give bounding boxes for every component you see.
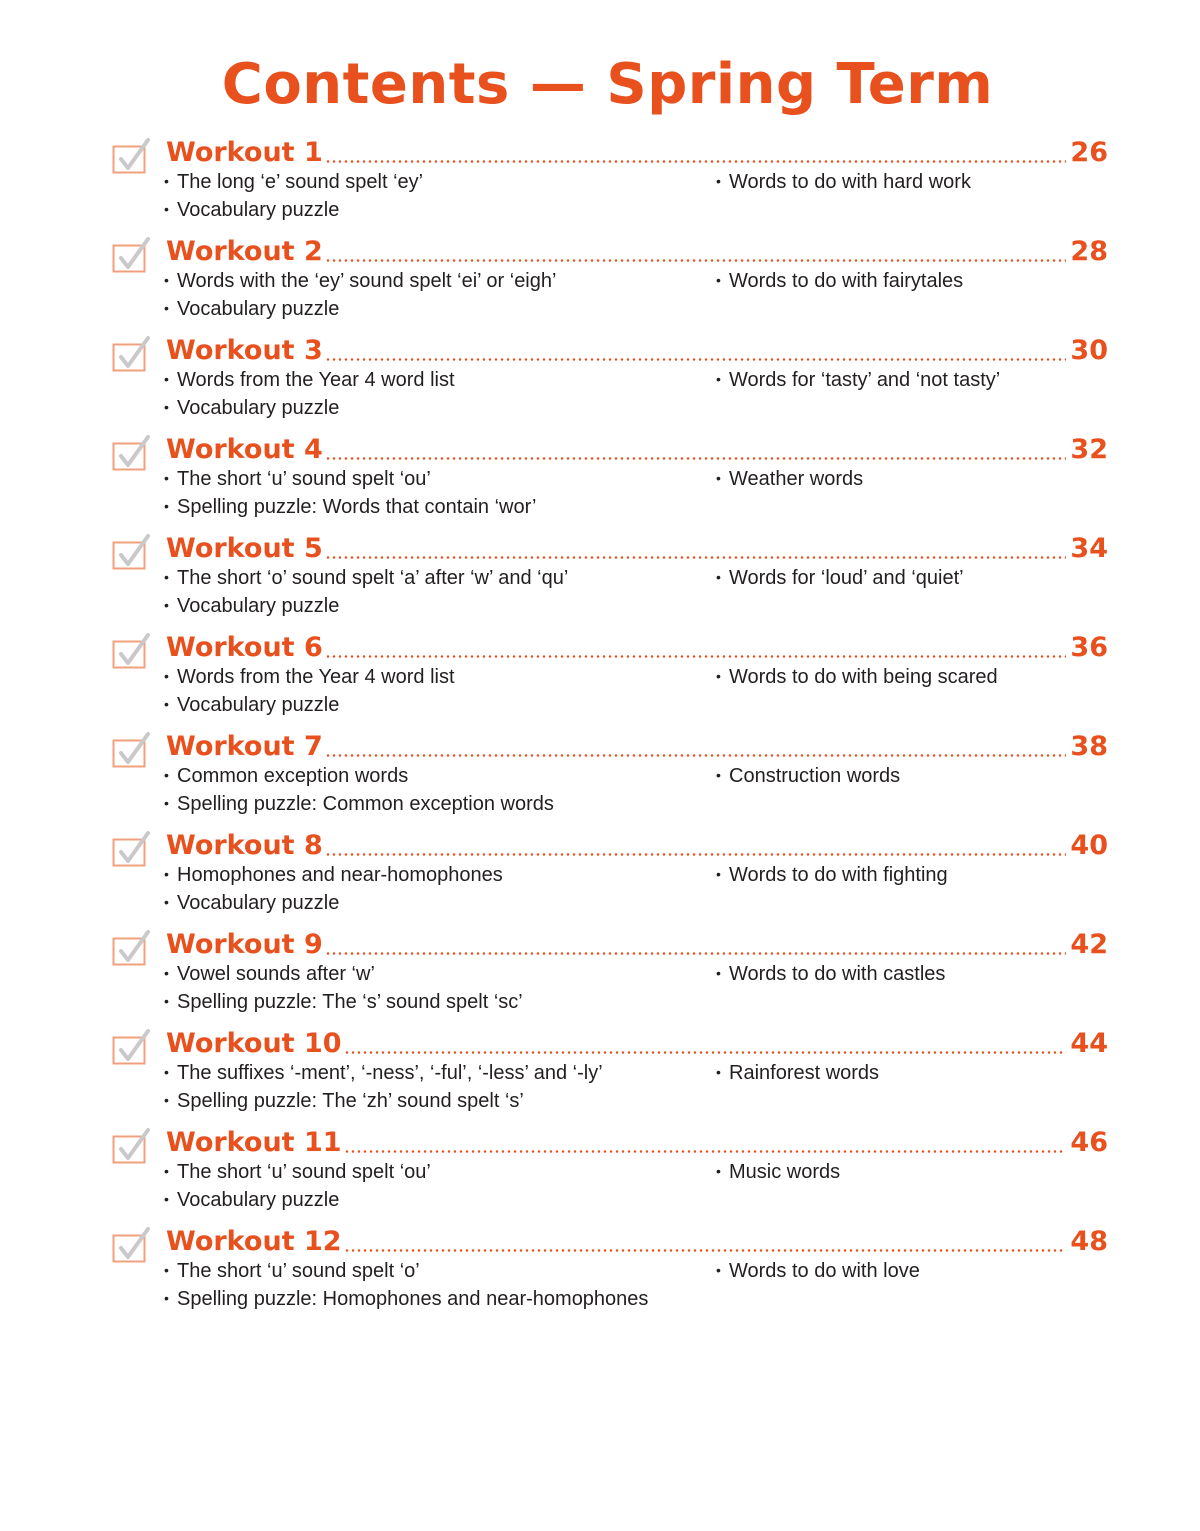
checkbox-tick-icon[interactable]	[112, 435, 150, 471]
topics-right	[716, 564, 964, 592]
topic-item: • Spelling puzzle: The ‘s’ sound spelt ‘sc’	[164, 988, 523, 1016]
topic-item: • Words with the ‘ey’ sound spelt ‘ei’ or ‘eigh’	[164, 267, 556, 295]
topics-left	[164, 267, 556, 322]
topic-item: • Vocabulary puzzle	[164, 889, 503, 917]
entry-heading[interactable]	[166, 1221, 1108, 1259]
contents-entry	[112, 1221, 1108, 1320]
entry-heading[interactable]	[166, 132, 1108, 170]
contents-entry	[112, 924, 1108, 1023]
topic-item: • Vocabulary puzzle	[164, 1186, 431, 1214]
topic-item: • Vocabulary puzzle	[164, 592, 568, 620]
entry-heading[interactable]	[166, 528, 1108, 566]
page-number: 28	[1070, 236, 1108, 267]
topics-left	[164, 663, 455, 718]
topic-item: • Vowel sounds after ‘w’	[164, 960, 523, 988]
topics-left	[164, 366, 455, 421]
dot-leader	[325, 655, 1067, 658]
entry-heading[interactable]	[166, 330, 1108, 368]
topic-item: • Homophones and near-homophones	[164, 861, 503, 889]
contents-entry	[112, 330, 1108, 429]
topics-right	[716, 1158, 840, 1186]
topic-item: • Spelling puzzle: Homophones and near-homophones	[164, 1285, 648, 1313]
dot-leader	[325, 160, 1067, 163]
dot-leader	[344, 1051, 1067, 1054]
page-number: 34	[1070, 533, 1108, 564]
workout-title: Workout 5	[166, 533, 323, 564]
topic-item: • The long ‘e’ sound spelt ‘ey’	[164, 168, 423, 196]
dot-leader	[325, 853, 1067, 856]
workout-title: Workout 3	[166, 335, 323, 366]
topics-left	[164, 465, 536, 520]
topic-item: • Words to do with hard work	[716, 168, 971, 196]
checkbox-tick-icon[interactable]	[112, 1128, 150, 1164]
checkbox-tick-icon[interactable]	[112, 336, 150, 372]
entry-heading[interactable]	[166, 429, 1108, 467]
topics-left	[164, 960, 523, 1015]
contents-entry	[112, 429, 1108, 528]
workout-title: Workout 11	[166, 1127, 342, 1158]
topic-item: • Words to do with being scared	[716, 663, 998, 691]
entry-heading[interactable]	[166, 924, 1108, 962]
checkbox-tick-icon[interactable]	[112, 633, 150, 669]
page-number: 46	[1070, 1127, 1108, 1158]
contents-entry	[112, 825, 1108, 924]
topics-right	[716, 861, 948, 889]
page-number: 48	[1070, 1226, 1108, 1257]
topics-right	[716, 267, 963, 295]
checkbox-tick-icon[interactable]	[112, 732, 150, 768]
topics-left	[164, 168, 423, 223]
topics-right	[716, 168, 971, 196]
entry-heading[interactable]	[166, 1122, 1108, 1160]
entry-heading[interactable]	[166, 1023, 1108, 1061]
topics-left	[164, 1158, 431, 1213]
topics-left	[164, 762, 554, 817]
topics-right	[716, 960, 945, 988]
topic-item: • Words to do with castles	[716, 960, 945, 988]
workout-title: Workout 7	[166, 731, 323, 762]
page-number: 26	[1070, 137, 1108, 168]
page-number: 36	[1070, 632, 1108, 663]
topic-item: • Rainforest words	[716, 1059, 879, 1087]
topic-item: • Words from the Year 4 word list	[164, 366, 455, 394]
topic-item: • Spelling puzzle: The ‘zh’ sound spelt ‘s’	[164, 1087, 603, 1115]
topics-right	[716, 465, 863, 493]
topic-item: • Words for ‘tasty’ and ‘not tasty’	[716, 366, 1000, 394]
dot-leader	[344, 1249, 1067, 1252]
dot-leader	[325, 259, 1067, 262]
topic-item: • The short ‘o’ sound spelt ‘a’ after ‘w’ and ‘qu’	[164, 564, 568, 592]
topic-item: • Vocabulary puzzle	[164, 394, 455, 422]
checkbox-tick-icon[interactable]	[112, 1029, 150, 1065]
topics-left	[164, 1257, 648, 1312]
topic-item: • Vocabulary puzzle	[164, 295, 556, 323]
topic-item: • Music words	[716, 1158, 840, 1186]
page-title-text: Contents — Spring Term	[221, 52, 994, 117]
topic-item: • Words from the Year 4 word list	[164, 663, 455, 691]
contents-entry	[112, 1023, 1108, 1122]
page-number: 38	[1070, 731, 1108, 762]
topics-left	[164, 861, 503, 916]
checkbox-tick-icon[interactable]	[112, 237, 150, 273]
workout-title: Workout 2	[166, 236, 323, 267]
topic-item: • Words to do with love	[716, 1257, 920, 1285]
entry-heading[interactable]	[166, 825, 1108, 863]
topic-item: • Words to do with fighting	[716, 861, 948, 889]
workout-title: Workout 8	[166, 830, 323, 861]
page-number: 44	[1070, 1028, 1108, 1059]
checkbox-tick-icon[interactable]	[112, 930, 150, 966]
topic-item: • The short ‘u’ sound spelt ‘ou’	[164, 1158, 431, 1186]
topics-left	[164, 564, 568, 619]
topic-item: • Vocabulary puzzle	[164, 691, 455, 719]
topic-item: • Words to do with fairytales	[716, 267, 963, 295]
dot-leader	[325, 952, 1067, 955]
topic-item: • Spelling puzzle: Words that contain ‘wor’	[164, 493, 536, 521]
dot-leader	[325, 754, 1067, 757]
topics-right	[716, 762, 900, 790]
topics-right	[716, 1257, 920, 1285]
topic-item: • Construction words	[716, 762, 900, 790]
topics-right	[716, 366, 1000, 394]
topic-item: • The suffixes ‘-ment’, ‘-ness’, ‘-ful’, ‘-less’ and ‘-ly’	[164, 1059, 603, 1087]
page-title	[0, 52, 1200, 117]
workout-title: Workout 4	[166, 434, 323, 465]
entry-heading[interactable]	[166, 726, 1108, 764]
entry-heading[interactable]	[166, 627, 1108, 665]
checkbox-tick-icon[interactable]	[112, 138, 150, 174]
topics-right	[716, 1059, 879, 1087]
page-number: 32	[1070, 434, 1108, 465]
workout-title: Workout 6	[166, 632, 323, 663]
checkbox-tick-icon[interactable]	[112, 1227, 150, 1263]
page-number: 40	[1070, 830, 1108, 861]
contents-entry	[112, 231, 1108, 330]
workout-title: Workout 9	[166, 929, 323, 960]
topic-item: • Words for ‘loud’ and ‘quiet’	[716, 564, 964, 592]
topic-item: • Common exception words	[164, 762, 554, 790]
topic-item: • The short ‘u’ sound spelt ‘o’	[164, 1257, 648, 1285]
checkbox-tick-icon[interactable]	[112, 831, 150, 867]
dot-leader	[325, 556, 1067, 559]
topic-item: • Vocabulary puzzle	[164, 196, 423, 224]
contents-entry	[112, 627, 1108, 726]
contents-list	[112, 132, 1108, 1320]
topic-item: • Spelling puzzle: Common exception words	[164, 790, 554, 818]
topic-item: • Weather words	[716, 465, 863, 493]
checkbox-tick-icon[interactable]	[112, 534, 150, 570]
dot-leader	[325, 457, 1067, 460]
page-number: 30	[1070, 335, 1108, 366]
contents-entry	[112, 528, 1108, 627]
topics-right	[716, 663, 998, 691]
workout-title: Workout 12	[166, 1226, 342, 1257]
contents-entry	[112, 132, 1108, 231]
contents-entry	[112, 1122, 1108, 1221]
entry-heading[interactable]	[166, 231, 1108, 269]
topics-left	[164, 1059, 603, 1114]
dot-leader	[344, 1150, 1067, 1153]
contents-entry	[112, 726, 1108, 825]
dot-leader	[325, 358, 1067, 361]
page-number: 42	[1070, 929, 1108, 960]
workout-title: Workout 10	[166, 1028, 342, 1059]
topic-item: • The short ‘u’ sound spelt ‘ou’	[164, 465, 536, 493]
workout-title: Workout 1	[166, 137, 323, 168]
